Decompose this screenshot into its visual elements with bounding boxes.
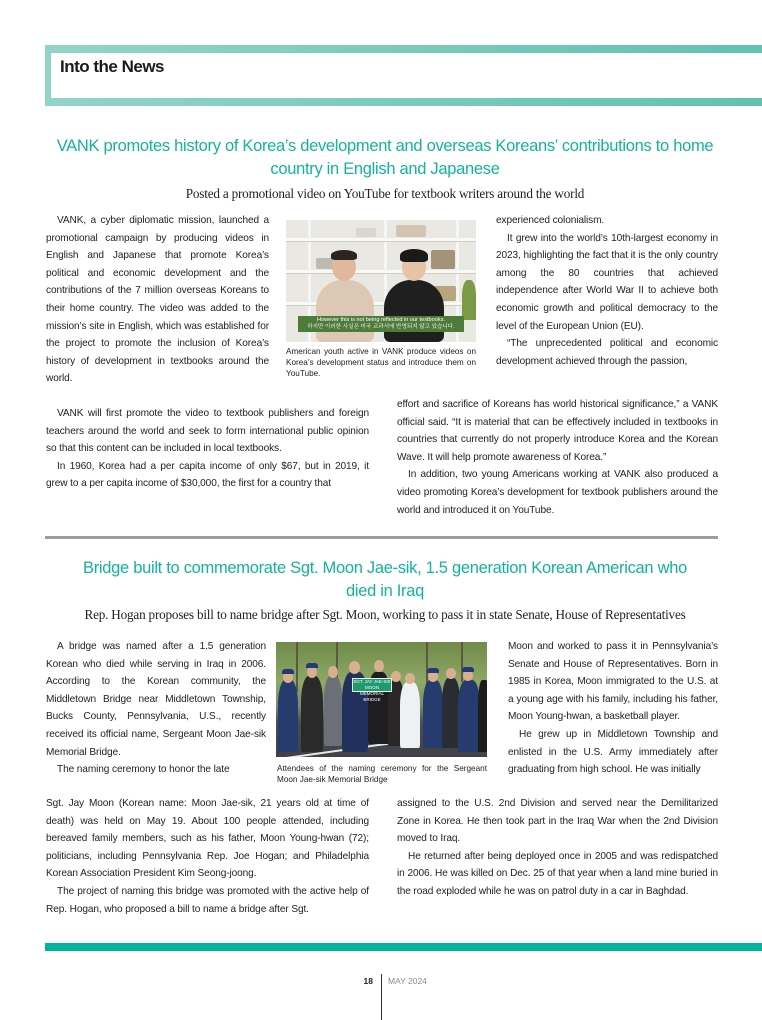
article1-photo-caption: American youth active in VANK produce videos on Korea’s development status and introduce them on YouTube. — [286, 347, 476, 378]
subtitle-english: However this is not being reflected in our textbooks. — [316, 316, 446, 323]
section-divider — [45, 536, 718, 539]
paragraph: Sgt. Jay Moon (Korean name: Moon Jae-sik, 21 years old at time of death) was held on May 19. About 100 people attended, including bereaved family members, such as his father, Moon Young-hwan (72); politicians, including Pennsylvania Rep. Joe Hogan; and Philadelphia Korean Association President Kim Seong-joong. — [46, 798, 369, 880]
bottom-accent-bar — [45, 943, 762, 951]
memorial-bridge-sign: SGT. JAY JAE-SIK MOON MEMORIAL BRIDGE — [353, 679, 391, 702]
article1-photo — [286, 220, 476, 342]
paragraph: In addition, two young Americans working at VANK also produced a video promoting Korea’s development for textbook publishers around the world and introduced it on YouTube. — [397, 469, 718, 516]
paragraph: VANK will first promote the video to textbook publishers and foreign teachers around the world and seek to form international public opinion so that this content can be included in local textbooks. — [46, 408, 369, 455]
article1-column-left — [46, 212, 269, 388]
section-title: Into the News — [60, 57, 165, 76]
article1-wide-left — [46, 405, 369, 493]
article1-headline — [40, 135, 730, 181]
article2-headline-line2: died in Iraq — [345, 582, 425, 600]
article2-subhead: Rep. Hogan proposes bill to name bridge after Sgt. Moon, working to pass it in state Senate, House of Representatives — [84, 607, 686, 622]
paragraph: effort and sacrifice of Koreans has world historical significance,” a VANK official said. “It is material that can be effectively included in textbooks in countries that currently do not properly introduce Korea and the Korean Wave. It will help promote awareness of Korea.” — [397, 399, 718, 463]
paragraph: assigned to the U.S. 2nd Division and served near the Demilitarized Zone in Korea. He then took part in the Iraq War when the 2nd Division moved to Iraq. — [397, 798, 718, 845]
paragraph: experienced colonialism. — [496, 215, 605, 226]
subtitle-korean: 하지만 이러한 사실은 미국 교과서에 반영되지 않고 있습니다. — [307, 324, 455, 330]
section-header — [45, 45, 762, 106]
page-number: 18 — [363, 976, 373, 986]
paragraph: A bridge was named after a 1.5 generation Korean who died while serving in Iraq in 2006. According to the Korean community, the Middletown Bridge near Middletown Township, Bucks County, Pennsylvania, U.S., recently received its official name, Sergeant Moon Jae-sik Memorial Bridge. — [46, 641, 266, 758]
paragraph: The project of naming this bridge was promoted with the active help of Rep. Hogan, who proposed a bill to name a bridge after Sgt. — [46, 885, 369, 915]
article1-headline-line2: country in English and Japanese — [270, 160, 500, 178]
issue-date: MAY 2024 — [388, 976, 427, 986]
article2-photo — [276, 642, 487, 757]
article1-column-right — [496, 212, 718, 370]
footer-separator — [381, 974, 382, 1020]
paragraph: The naming ceremony to honor the late — [57, 764, 230, 776]
paragraph: “The unprecedented political and economic development achieved through the passion, — [496, 338, 718, 367]
paragraph: VANK, a cyber diplomatic mission, launched a promotional campaign by producing videos in English and Japanese that promote Korea’s political and economic development and the contributions of the 7 million overseas Koreans to their home country. The video was added to the mission’s site in English, which was established for the project to promote the inclusion of Korea’s history of development in textbooks around the world. — [46, 215, 269, 385]
article2-photo-caption: Attendees of the naming ceremony for the Sergeant Moon Jae-sik Memorial Bridge — [277, 764, 487, 784]
paragraph: In 1960, Korea had a per capita income of only $67, but in 2019, it grew to a per capita income of $30,000, the first for a country that — [46, 460, 369, 490]
paragraph: He grew up in Middletown Township and enlisted in the U.S. Army immediately after graduating from high school. He was initially — [508, 728, 718, 776]
article2-headline — [40, 557, 730, 603]
section-header-inner — [51, 53, 762, 98]
article2-column-left — [46, 638, 266, 779]
article2-wide-right — [397, 795, 718, 901]
article2-wide-left — [46, 795, 369, 918]
paragraph: Moon and worked to pass it in Pennsylvania’s Senate and House of Representatives. Born in 1985 in Korea, Moon immigrated to the U.S. at a young age with his family, including his father, Moon Young-hwan, a basketball player. — [508, 641, 718, 723]
article1-wide-right — [397, 396, 718, 519]
article2-headline-line1: Bridge built to commemorate Sgt. Moon Jae-sik, 1.5 generation Korean American who — [83, 559, 687, 577]
paragraph: It grew into the world’s 10th-largest economy in 2023, highlighting the fact that it is the only country among the 80 countries that achieved independence after World War II to achieve both economic growth and political democracy to the level of the European Union (EU). — [496, 232, 718, 332]
paragraph: He returned after being deployed once in 2005 and was redispatched in 2006. He was killed on Dec. 25 of that year when a land mine buried in the road exploded while he was on patrol duty in a car in Baghdad. — [397, 850, 718, 897]
article2-column-right — [508, 638, 718, 779]
article1-subhead: Posted a promotional video on YouTube for textbook writers around the world — [185, 186, 585, 201]
article1-headline-line1: VANK promotes history of Korea’s development and overseas Koreans’ contributions to home — [56, 137, 714, 155]
video-subtitle — [298, 316, 464, 332]
